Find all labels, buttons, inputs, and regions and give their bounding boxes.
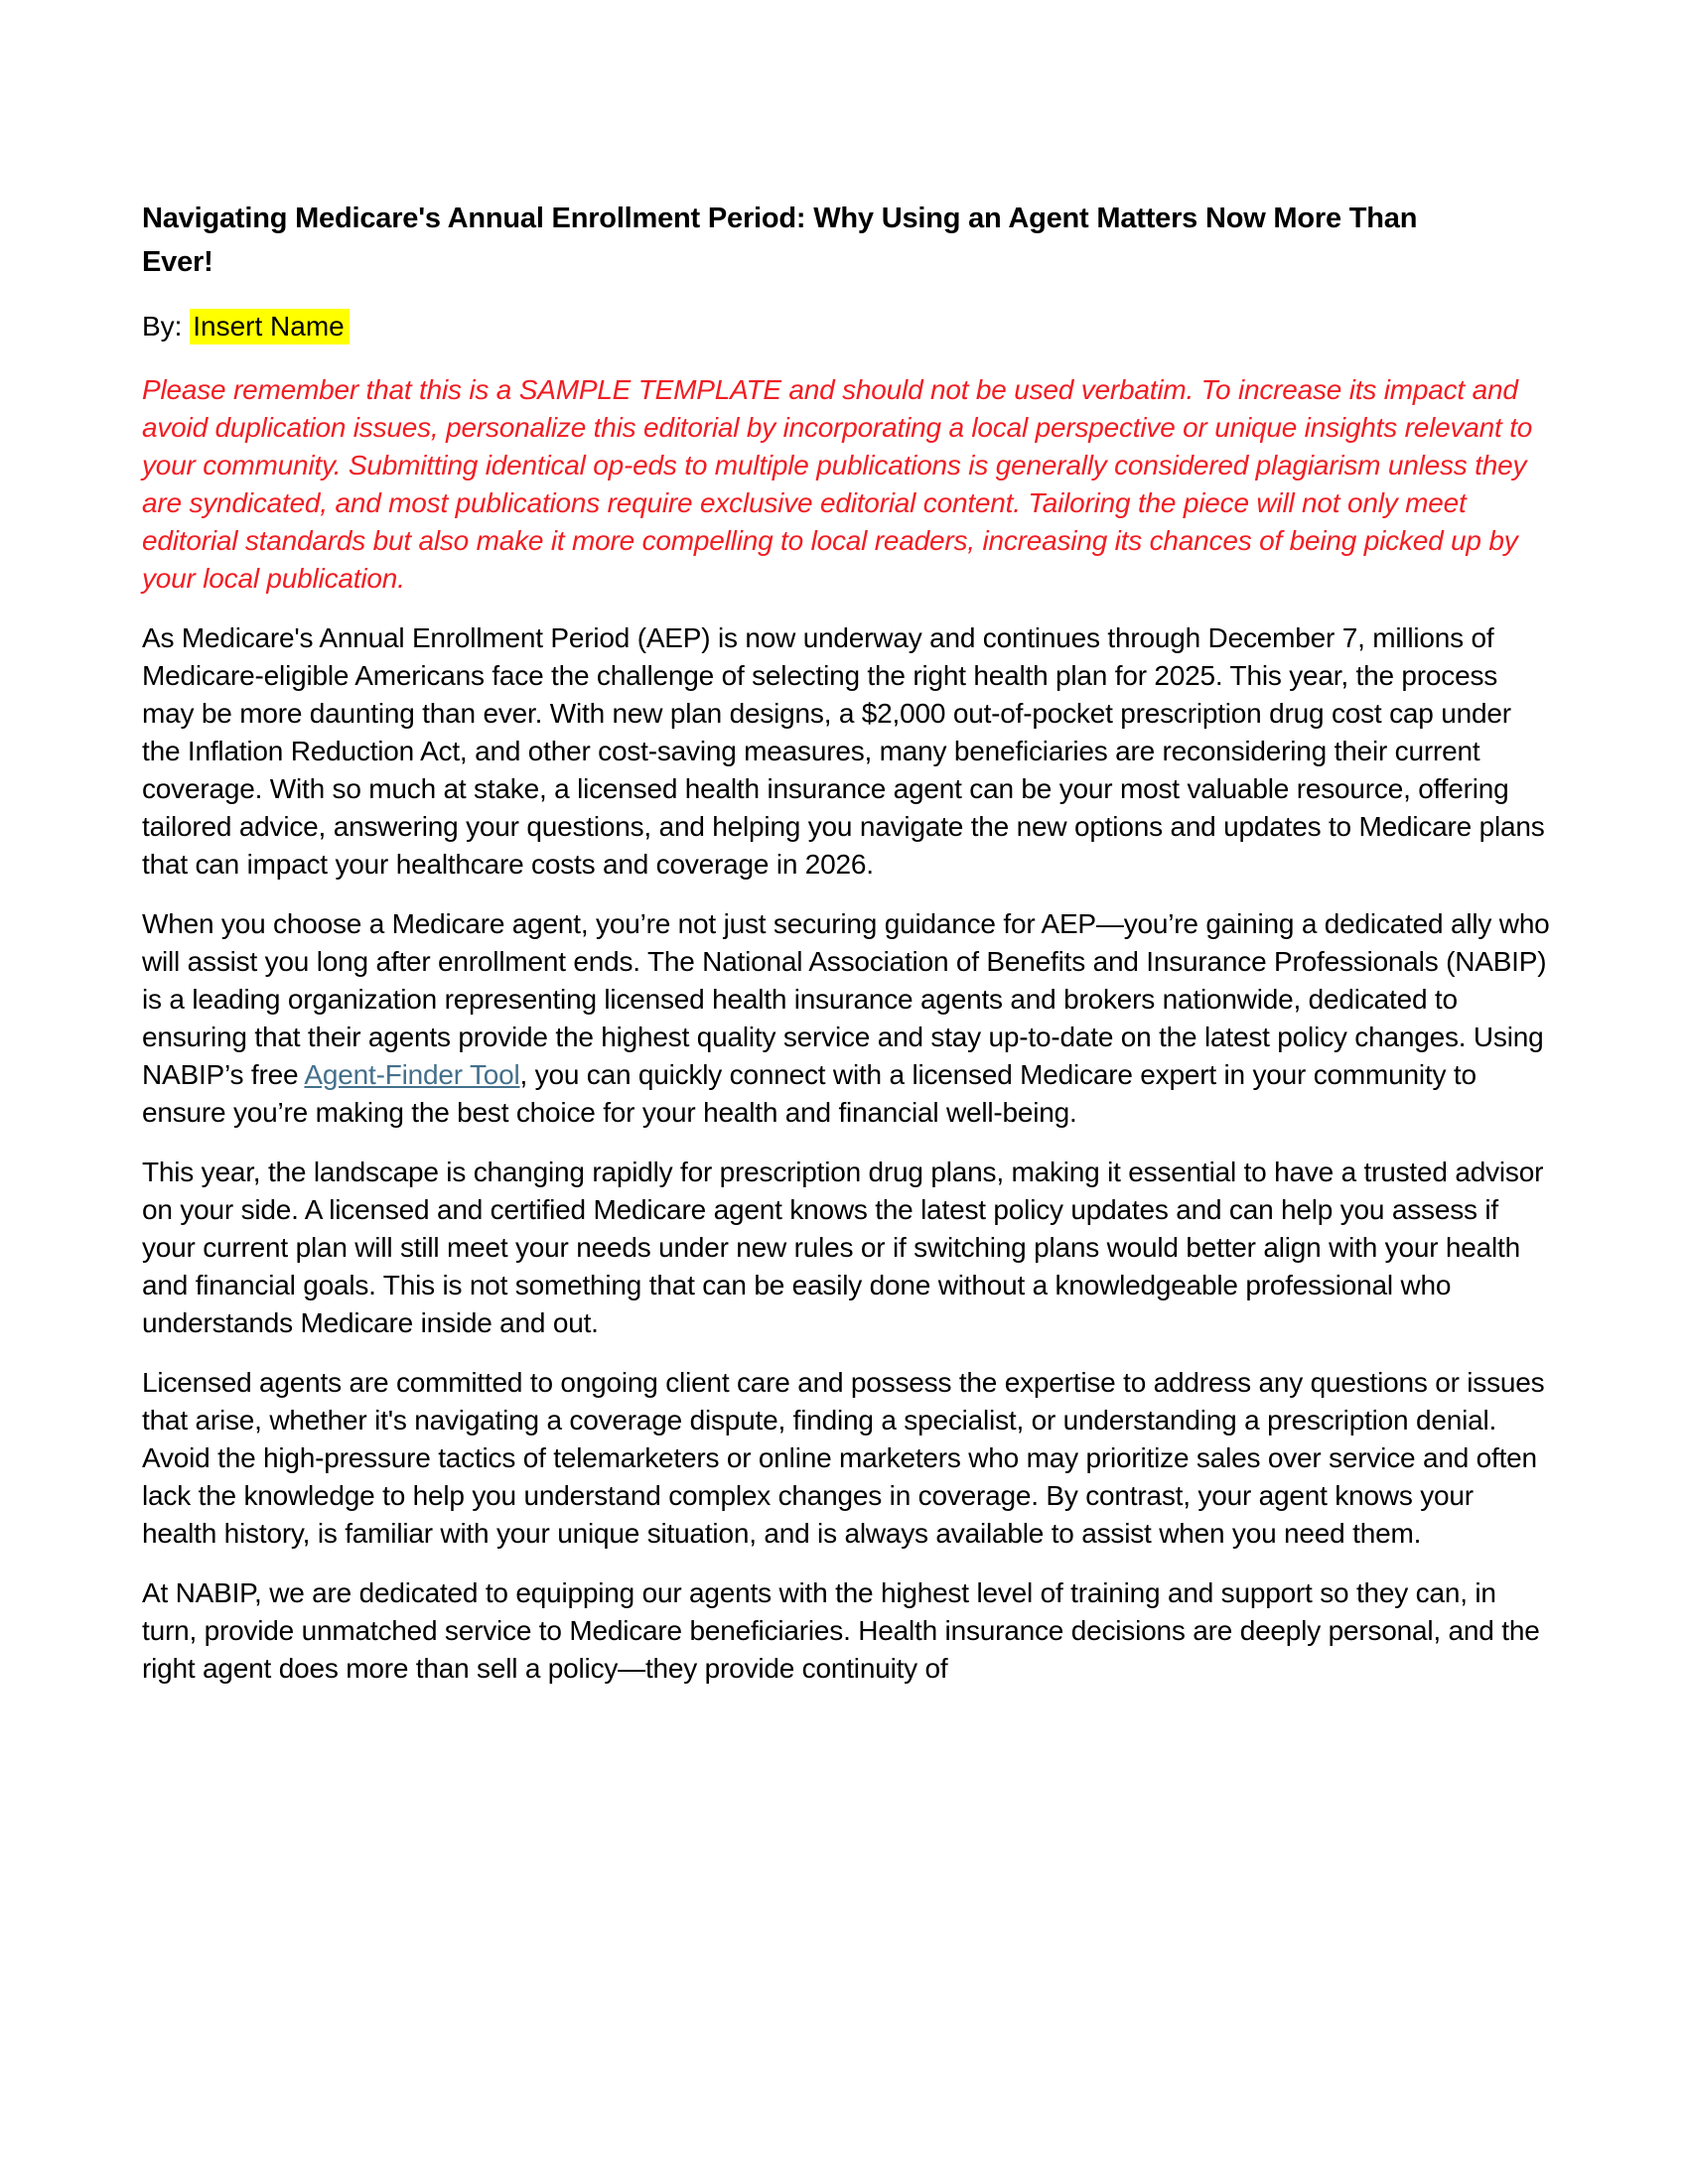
paragraph-nabip-commitment: At NABIP, we are dedicated to equipping our agents with the highest level of training and support so they can, in turn, provide unmatched service to Medicare beneficiaries. Health insurance decisions are deeply personal, and the right agent does more than sell a policy—they provide continuity of: [142, 1577, 1540, 1684]
byline: [142, 308, 1554, 345]
paragraph-choosing-agent: [142, 905, 1554, 1132]
insert-name-highlight: Insert Name: [190, 309, 350, 344]
agent-finder-tool-link[interactable]: Agent-Finder Tool: [304, 1059, 520, 1090]
page-title: Navigating Medicare's Annual Enrollment Period: Why Using an Agent Matters Now More Than Ever!: [142, 203, 1418, 278]
paragraph-choosing-agent-post: , you can quickly connect with a licensed Medicare expert in your community to ensure you’re making the best choice for your health and financial well-being.: [142, 1059, 1477, 1128]
paragraph-changing-landscape: This year, the landscape is changing rapidly for prescription drug plans, making it essential to have a trusted advisor on your side. A licensed and certified Medicare agent knows the latest policy updates and can help you assess if your current plan will still meet your needs under new rules or if switching plans would better align with your health and financial goals. This is not something that can be easily done without a knowledgeable professional who understands Medicare inside and out.: [142, 1157, 1544, 1338]
sample-template-notice: Please remember that this is a SAMPLE TEMPLATE and should not be used verbatim. To increase its impact and avoid duplication issues, personalize this editorial by incorporating a local perspective or unique insights relevant to your community. Submitting identical op-eds to multiple publications is generally considered plagiarism unless they are syndicated, and most publications require exclusive editorial content. Tailoring the piece will not only meet editorial standards but also make it more compelling to local readers, increasing its chances of being picked up by your local publication.: [142, 374, 1533, 594]
paragraph-licensed-agents: Licensed agents are committed to ongoing client care and possess the expertise to address any questions or issues that arise, whether it's navigating a coverage dispute, finding a specialist, or understanding a prescription denial. Avoid the high-pressure tactics of telemarketers or online marketers who may prioritize sales over service and often lack the knowledge to help you understand complex changes in coverage. By contrast, your agent knows your health history, is familiar with your unique situation, and is always available to assist when you need them.: [142, 1367, 1545, 1549]
byline-prefix: By:: [142, 311, 191, 341]
paragraph-aep-overview: As Medicare's Annual Enrollment Period (AEP) is now underway and continues through December 7, millions of Medicare-eligible Americans face the challenge of selecting the right health plan for 2025. This year, the process may be more daunting than ever. With new plan designs, a $2,000 out-of-pocket prescription drug cost cap under the Inflation Reduction Act, and other cost-saving measures, many beneficiaries are reconsidering their current coverage. With so much at stake, a licensed health insurance agent can be your most valuable resource, offering tailored advice, answering your questions, and helping you navigate the new options and updates to Medicare plans that can impact your healthcare costs and coverage in 2026.: [142, 622, 1545, 880]
paragraph-choosing-agent-pre: When you choose a Medicare agent, you’re not just securing guidance for AEP—you’re gaining a dedicated ally who will assist you long after enrollment ends. The National Association of Benefits and Insurance Professionals (NABIP) is a leading organization representing licensed health insurance agents and brokers nationwide, dedicated to ensuring that their agents provide the highest quality service and stay up-to-date on the latest policy changes. Using NABIP’s free: [142, 908, 1550, 1090]
document-page: [142, 197, 1554, 1709]
